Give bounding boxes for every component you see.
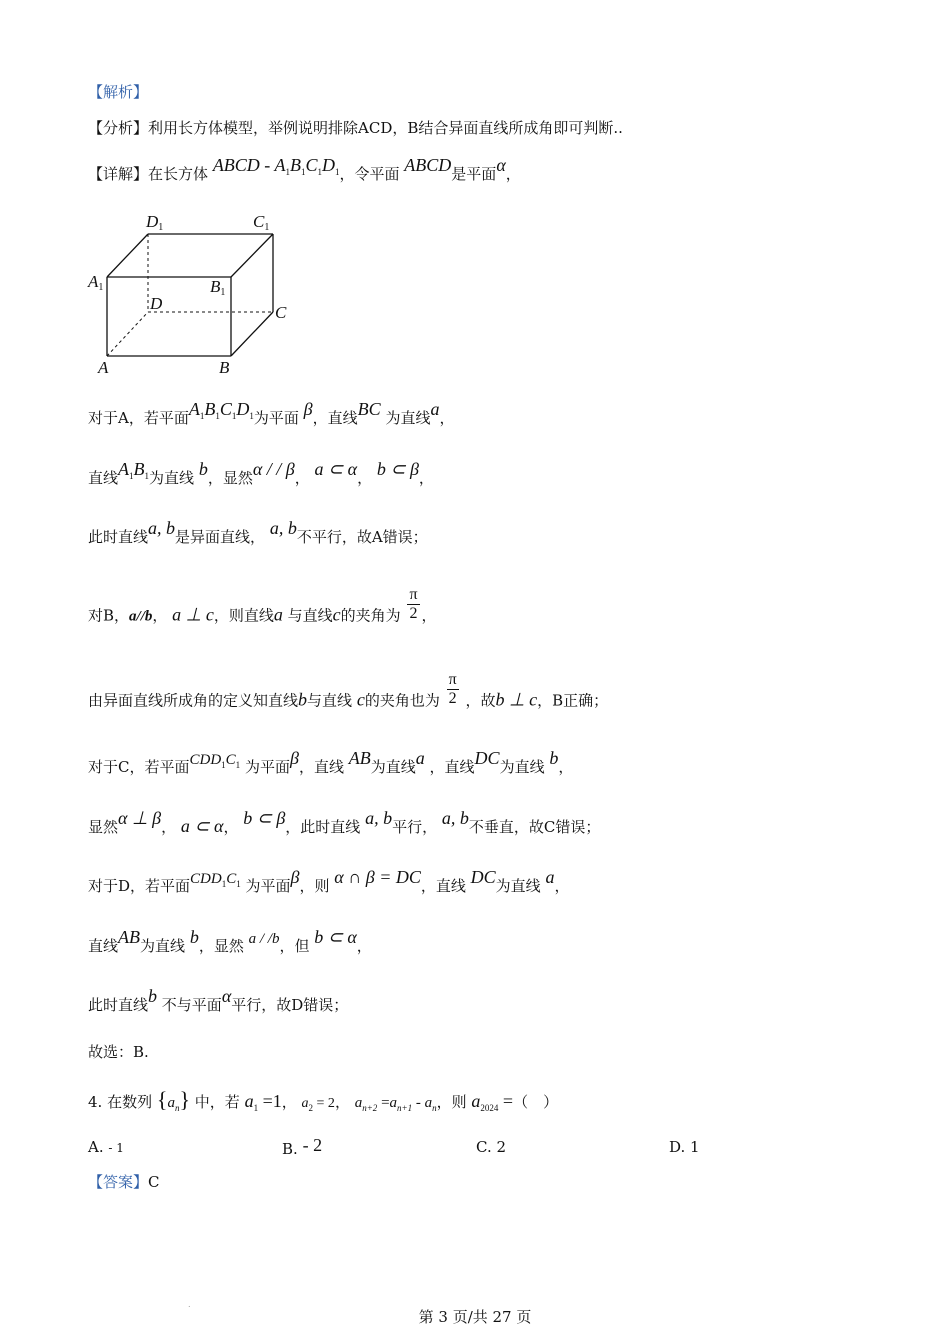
cuboid-figure: [86, 205, 301, 380]
label-d: D: [150, 294, 163, 313]
label-c: C: [275, 303, 287, 322]
label-a1: A1: [88, 272, 104, 293]
option-a: A. - 1: [88, 1138, 124, 1156]
page-footer: 第 3 页/共 27 页: [418, 1308, 532, 1326]
label-c1: C1: [253, 212, 270, 233]
case-c-line-2: 显然α ⊥ β， a ⊂ α， b ⊂ β，此时直线 a, b平行， a, b不垂直，故C错误；: [88, 808, 601, 836]
pi-over-2: $\frac{\pi}{2}$: [448, 671, 457, 707]
pi-over-2: $\frac{\pi}{2}$: [409, 586, 418, 622]
answer-line: 【答案】C: [88, 1173, 160, 1191]
label-a: A: [98, 358, 109, 377]
option-c: C. 2: [476, 1138, 507, 1156]
speck: .: [188, 1300, 191, 1309]
detail-line: 【详解】在长方体 ABCD - $A_1B_1C_1D_1$，令平面 ABCD是平面α，: [88, 155, 521, 183]
case-d-line-1: 对于D，若平面$CDD_1C_1$ 为平面β，则 α ∩ β = DC，直线 DC为直线 a，: [88, 867, 570, 895]
case-b-line-2: 由异面直线所成角的定义知直线b与直线 c的夹角也为 $\frac{\pi}{2}$ ，故b ⊥ c，B正确；: [88, 671, 609, 710]
section-label: 【解析】: [88, 83, 149, 101]
conclusion-line: 故选：B.: [88, 1043, 149, 1061]
question-4: 4. 在数列 $\{a_n\}$ 中，若 $a_1 =1$， $a_2 = 2$， $a_{n+2} =a_{n+1} - a_n$，则 $a_{2024}$ =（ ）: [88, 1087, 559, 1113]
case-b-line-1: 对B，a//b， a ⊥ c，则直线a 与直线c的夹角为 $\frac{\pi}{2}$ ，: [88, 586, 437, 625]
edge-a1d1: [107, 234, 148, 277]
edge-bc: [231, 312, 273, 356]
edge-b1c1: [231, 234, 273, 277]
label-d1: D1: [146, 212, 164, 233]
option-d: D. 1: [669, 1138, 700, 1156]
analysis-line: 【分析】利用长方体模型，举例说明排除ACD，B结合异面直线所成角即可判断..: [88, 119, 623, 137]
label-b: B: [219, 358, 230, 377]
label-b1: B1: [210, 277, 226, 298]
edge-ad-hidden: [107, 312, 148, 356]
case-c-line-1: 对于C，若平面$CDD_1C_1$ 为平面β，直线 AB为直线a ，直线DC为直线 b，: [88, 748, 574, 776]
case-a-line-1: 对于A，若平面$A_1B_1C_1D_1$为平面 β，直线BC 为直线a，: [88, 399, 455, 427]
case-a-line-3: 此时直线a, b是异面直线， a, b不平行，故A错误；: [88, 518, 428, 546]
option-b: B. - 2: [282, 1135, 323, 1158]
case-d-line-2: 直线AB为直线 b，显然 a / /b，但 b ⊂ α，: [88, 927, 372, 955]
case-d-line-3: 此时直线b 不与平面α平行，故D错误；: [88, 986, 349, 1014]
case-a-line-2: 直线$A_1B_1$为直线 b，显然α / / β， a ⊂ α， b ⊂ β，: [88, 459, 434, 487]
